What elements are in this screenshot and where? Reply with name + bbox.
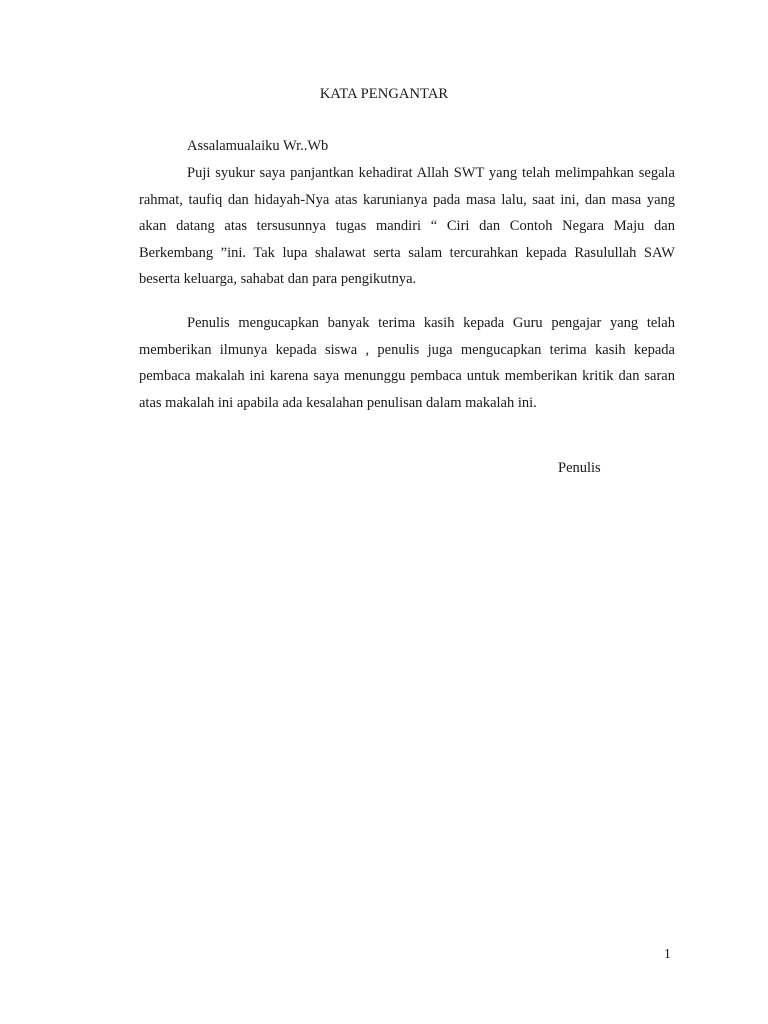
paragraph-thanks: Penulis mengucapkan banyak terima kasih kepada Guru pengajar yang telah memberikan ilmunya kepada siswa , penulis juga mengucapkan terima kasih kepada pembaca makalah ini karena saya menunggu pembaca untuk memberikan kritik dan saran atas makalah ini apabila ada kesalahan penulisan dalam makalah ini. [139, 315, 675, 411]
author-signature: Penulis [558, 460, 601, 476]
greeting-line: Assalamualaiku Wr..Wb [187, 138, 329, 154]
page-title: KATA PENGANTAR [319, 86, 449, 102]
page-number: 1 [664, 946, 671, 961]
paragraph-opening: Puji syukur saya panjantkan kehadirat Allah SWT yang telah melimpahkan segala rahmat, taufiq dan hidayah-Nya atas karunianya pada masa lalu, saat ini, dan masa yang akan datang atas tersusunnya tugas mandiri “ Ciri dan Contoh Negara Maju dan Berkembang ”ini. Tak lupa shalawat serta salam tercurahkan kepada Rasulullah SAW beserta keluarga, sahabat dan para pengikutnya. [139, 165, 675, 288]
